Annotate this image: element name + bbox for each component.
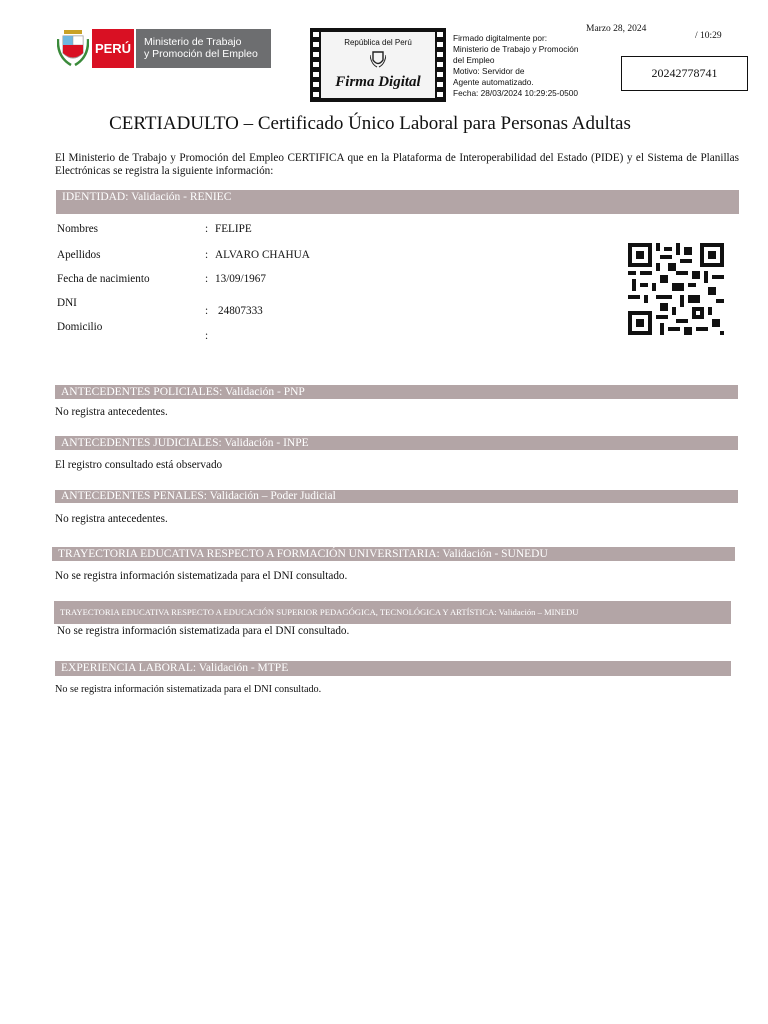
ministry-label: Ministerio de Trabajo y Promoción del Empleo (136, 29, 271, 68)
sunedu-text: No se registra información sistematizada para el DNI consultado. (55, 570, 348, 582)
label-domicilio: Domicilio (57, 321, 103, 333)
page-title: CERTIADULTO – Certificado Único Laboral para Personas Adultas (109, 113, 631, 134)
judiciales-text: El registro consultado está observado (55, 459, 223, 471)
colon: : (205, 273, 209, 285)
label-fecha-nacimiento: Fecha de nacimiento (57, 273, 150, 285)
penales-text: No registra antecedentes. (55, 513, 168, 525)
coat-of-arms-icon (57, 29, 89, 68)
firma-title: Firma Digital (335, 74, 421, 90)
firma-republica: República del Perú (344, 38, 412, 47)
judiciales-header: ANTECEDENTES JUDICIALES: Validación - INPE (55, 436, 738, 450)
penales-header: ANTECEDENTES PENALES: Validación – Poder Judicial (55, 490, 738, 503)
value-apellidos: ALVARO CHAHUA (215, 249, 310, 261)
laboral-header: EXPERIENCIA LABORAL: Validación - MTPE (55, 661, 731, 676)
value-fecha-nacimiento: 13/09/1967 (215, 273, 266, 285)
colon: : (205, 330, 209, 342)
signature-info: Firmado digitalmente por: Ministerio de Trabajo y Promoción del Empleo Motivo: Servidor de Agente automatizado. Fecha: 28/03/2024 10:29:25-0500 (453, 33, 579, 98)
value-dni: 24807333 (218, 305, 263, 317)
shield-icon (370, 50, 386, 68)
identity-header: IDENTIDAD: Validación - RENIEC (56, 190, 739, 214)
certificate-code: 20242778741 (621, 56, 748, 91)
sunedu-header: TRAYECTORIA EDUCATIVA RESPECTO A FORMACIÓN UNIVERSITARIA: Validación - SUNEDU (52, 547, 735, 561)
colon: : (205, 223, 209, 235)
value-nombres: FELIPE (215, 223, 252, 235)
label-apellidos: Apellidos (57, 249, 101, 261)
issue-time: / 10:29 (695, 31, 722, 41)
issue-date: Marzo 28, 2024 (586, 24, 647, 34)
policiales-text: No registra antecedentes. (55, 406, 168, 418)
minedu-header: TRAYECTORIA EDUCATIVA RESPECTO A EDUCACIÓN SUPERIOR PEDAGÓGICA, TECNOLÓGICA Y ARTÍSTICA: Validación – MINEDU (54, 601, 731, 624)
label-dni: DNI (57, 297, 77, 309)
colon: : (205, 305, 209, 317)
colon: : (205, 249, 209, 261)
policiales-header: ANTECEDENTES POLICIALES: Validación - PNP (55, 385, 738, 399)
intro-paragraph: El Ministerio de Trabajo y Promoción del Empleo CERTIFICA que en la Plataforma de Interoperabilidad del Estado (PIDE) y el Sistema de Planillas Electrónicas se registra la siguiente información: (55, 152, 739, 177)
label-nombres: Nombres (57, 223, 99, 235)
minedu-text: No se registra información sistematizada para el DNI consultado. (57, 625, 350, 637)
ministry-logo (57, 29, 271, 68)
laboral-text: No se registra información sistematizada para el DNI consultado. (55, 684, 322, 695)
qr-code-icon (628, 243, 724, 335)
peru-label: PERÚ (92, 29, 134, 68)
digital-signature-stamp (310, 28, 446, 102)
